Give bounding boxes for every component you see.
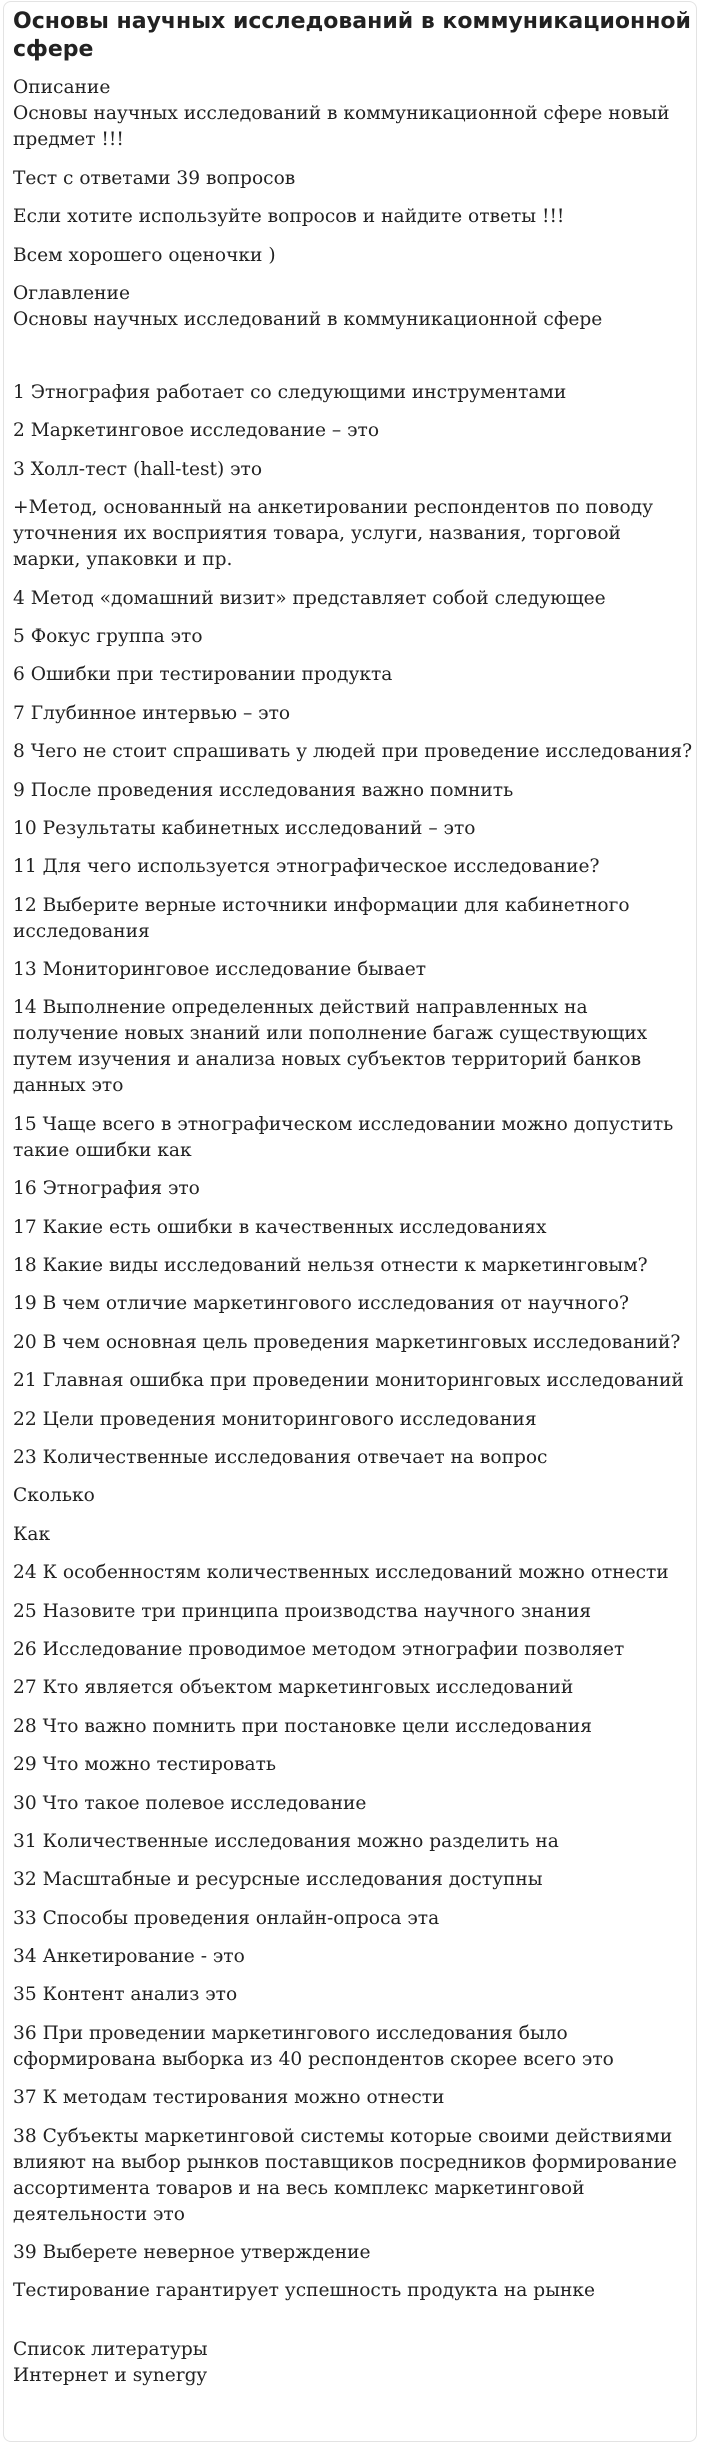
document-card <box>3 1 697 2442</box>
question-item: 15 Чаще всего в этнографическом исследовании можно допустить такие ошибки как <box>13 1113 674 1161</box>
question-item: 25 Назовите три принципа производства научного знания <box>13 1600 592 1622</box>
question-item: 29 Что можно тестировать <box>13 1754 277 1776</box>
question-item: 11 Для чего используется этнографическое исследование? <box>13 856 600 878</box>
question-item: 33 Способы проведения онлайн-опроса эта <box>13 1907 440 1929</box>
question-item: 27 Кто является объектом маркетинговых исследований <box>13 1677 574 1699</box>
question-item: 9 После проведения исследования важно помнить <box>13 779 514 801</box>
question-item: 26 Исследование проводимое методом этнографии позволяет <box>13 1638 625 1660</box>
question-item: 37 К методам тестирования можно отнести <box>13 2087 445 2109</box>
question-item: 28 Что важно помнить при постановке цели исследования <box>13 1715 593 1737</box>
toc-section <box>13 281 693 333</box>
question-item: 18 Какие виды исследований нельзя отнести к маркетинговым? <box>13 1255 648 1277</box>
question-item: Тестирование гарантирует успешность продукта на рынке <box>13 2280 596 2302</box>
references-text: Интернет и synergy <box>13 2364 208 2386</box>
question-item: 20 В чем основная цель проведения маркетинговых исследований? <box>13 1331 681 1353</box>
question-item: 39 Выберете неверное утверждение <box>13 2242 371 2264</box>
page-title: Основы научных исследований в коммуникационной сфере <box>13 9 691 62</box>
question-item: 19 В чем отличие маркетингового исследования от научного? <box>13 1293 629 1315</box>
question-item: 32 Масштабные и ресурсные исследования доступны <box>13 1869 543 1891</box>
question-item: 5 Фокус группа это <box>13 625 203 647</box>
question-item: +Метод, основанный на анкетировании респондентов по поводу уточнения их восприятия товара, услуги, названия, торговой марки, упаковки и пр. <box>13 497 654 571</box>
spacer <box>13 2317 693 2337</box>
spacer <box>13 333 693 380</box>
toc-heading: Оглавление <box>13 283 130 304</box>
question-item: 38 Субъекты маркетинговой системы которые своими действиями влияют на выбор рынков поставщиков посредников формирование ассортимента товаров и на весь комплекс маркетинговой деятельности это <box>13 2125 677 2225</box>
question-item: 35 Контент анализ это <box>13 1984 238 2006</box>
question-item: 31 Количественные исследования можно разделить на <box>13 1830 559 1852</box>
question-item: 17 Какие есть ошибки в качественных исследованиях <box>13 1216 547 1238</box>
question-item: 14 Выполнение определенных действий направленных на получение новых знаний или пополнение багаж существующих путем изучения и анализа новых субъектов территорий банков данных это <box>13 997 648 1097</box>
question-item: 13 Мониторинговое исследование бывает <box>13 959 427 981</box>
toc-subtitle: Основы научных исследований в коммуникационной сфере <box>13 309 603 330</box>
question-item: Как <box>13 1523 51 1545</box>
question-item: 12 Выберите верные источники информации для кабинетного исследования <box>13 894 630 942</box>
question-item: 16 Этнография это <box>13 1178 200 1200</box>
description-paragraph: Основы научных исследований в коммуникационной сфере новый предмет !!! <box>13 103 670 150</box>
document-content <box>13 8 693 2389</box>
question-item: Сколько <box>13 1485 95 1507</box>
description-section <box>13 75 693 269</box>
references-heading: Список литературы <box>13 2338 208 2360</box>
question-list <box>13 380 693 2304</box>
description-paragraph: Всем хорошего оценочки ) <box>13 244 276 266</box>
question-item: 36 При проведении маркетингового исследования было сформирована выборка из 40 респондентов скорее всего это <box>13 2022 614 2070</box>
references-section <box>13 2337 693 2389</box>
description-paragraph: Если хотите используйте вопросов и найдите ответы !!! <box>13 206 565 227</box>
description-heading: Описание <box>13 77 111 98</box>
question-item: 21 Главная ошибка при проведении мониторинговых исследований <box>13 1370 684 1392</box>
description-paragraph: Тест с ответами 39 вопросов <box>13 167 296 189</box>
question-item: 2 Маркетинговое исследование – это <box>13 420 380 442</box>
question-item: 6 Ошибки при тестировании продукта <box>13 664 393 686</box>
question-item: 1 Этнография работает со следующими инструментами <box>13 382 567 403</box>
question-item: 23 Количественные исследования отвечает на вопрос <box>13 1446 548 1468</box>
question-item: 24 К особенностям количественных исследований можно отнести <box>13 1562 669 1584</box>
question-item: 7 Глубинное интервью – это <box>13 702 291 724</box>
question-item: 4 Метод «домашний визит» представляет собой следующее <box>13 587 606 609</box>
question-item: 34 Анкетирование - это <box>13 1946 245 1968</box>
question-item: 8 Чего не стоит спрашивать у людей при проведение исследования? <box>13 741 693 763</box>
question-item: 3 Холл-тест (hall-test) это <box>13 458 263 480</box>
question-item: 22 Цели проведения мониторингового исследования <box>13 1408 537 1430</box>
question-item: 30 Что такое полевое исследование <box>13 1792 367 1814</box>
question-item: 10 Результаты кабинетных исследований – это <box>13 817 476 839</box>
